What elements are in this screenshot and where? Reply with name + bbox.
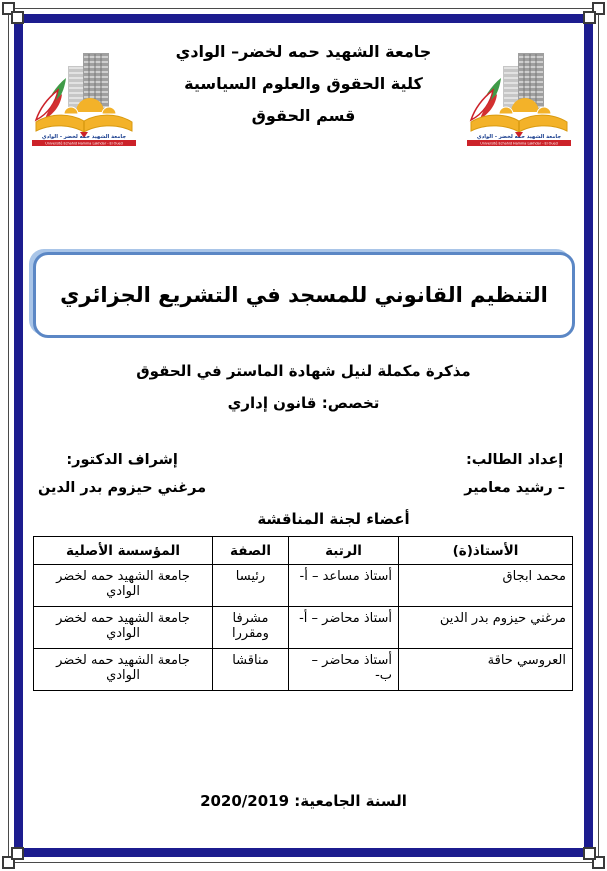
cell-professor: العروسي حاقة [399,649,573,691]
table-header-row [34,537,573,565]
column-header-institution: المؤسسة الأصلية [34,537,213,565]
table-row [34,607,573,649]
academic-year: السنة الجامعية: 2020/2019 [200,792,407,810]
column-header-professor: الأستاذ(ة) [399,537,573,565]
supervisor-block [38,452,206,496]
university-name: جامعة الشهيد حمه لخضر– الوادي [175,42,432,61]
corner-ornament-bottom-right [575,839,605,869]
thesis-specialty-line: تخصص: قانون إداري [227,394,380,412]
faculty-name: كلية الحقوق والعلوم السياسية [184,74,423,94]
cell-role: مشرفا ومقررا [213,607,289,649]
table-row [34,649,573,691]
student-label: إعداد الطالب: [465,452,564,468]
svg-text:Université Echahid Hamma Lakhd: Université Echahid Hamma Lakhdar - El Oued [480,141,558,146]
thesis-type-line: مذكرة مكملة لنيل شهادة الماستر في الحقوق [136,362,471,380]
cell-rank: أستاذ محاضر – ب- [289,649,399,691]
svg-text:جامعة الشهيد حمه لخضر - الوادي: جامعة الشهيد حمه لخضر - الوادي [41,134,127,140]
committee-table [33,536,573,691]
student-name: – رشيد معامير [464,480,565,496]
corner-ornament-top-right [575,2,605,32]
university-logo-icon [28,50,140,146]
cell-role: مناقشا [213,649,289,691]
cell-professor: محمد ابجاق [399,565,573,607]
university-logo-left [28,50,140,146]
thesis-title: التنظيم القانوني للمسجد في التشريع الجزائري [60,283,548,307]
cell-professor: مرغني حيزوم بدر الدين [399,607,573,649]
svg-text:جامعة الشهيد حمه لخضر - الوادي: جامعة الشهيد حمه لخضر - الوادي [476,134,562,140]
university-logo-right [463,50,575,146]
university-logo-icon [463,50,575,146]
cell-rank: أستاذ مساعد – أ- [289,565,399,607]
supervisor-name: مرغني حيزوم بدر الدين [38,480,207,496]
cell-institution: جامعة الشهيد حمه لخضر الوادي [34,649,213,691]
svg-text:Université Echahid Hamma Lakhd: Université Echahid Hamma Lakhdar - El Oued [45,141,123,146]
cell-institution: جامعة الشهيد حمه لخضر الوادي [34,607,213,649]
corner-ornament-bottom-left [2,839,32,869]
supervisor-label: إشراف الدكتور: [66,452,178,468]
corner-ornament-top-left [2,2,32,32]
table-row [34,565,573,607]
column-header-role: الصفة [213,537,289,565]
cell-role: رئيسا [213,565,289,607]
university-header [150,42,457,139]
cell-institution: جامعة الشهيد حمه لخضر الوادي [34,565,213,607]
committee-heading: أعضاء لجنة المناقشة [257,510,410,528]
department-name: قسم الحقوق [251,106,356,126]
student-block [464,452,565,496]
preparation-supervision-row [38,452,565,496]
thesis-title-box [33,252,575,338]
column-header-rank: الرتبة [289,537,399,565]
cell-rank: أستاذ محاضر – أ- [289,607,399,649]
